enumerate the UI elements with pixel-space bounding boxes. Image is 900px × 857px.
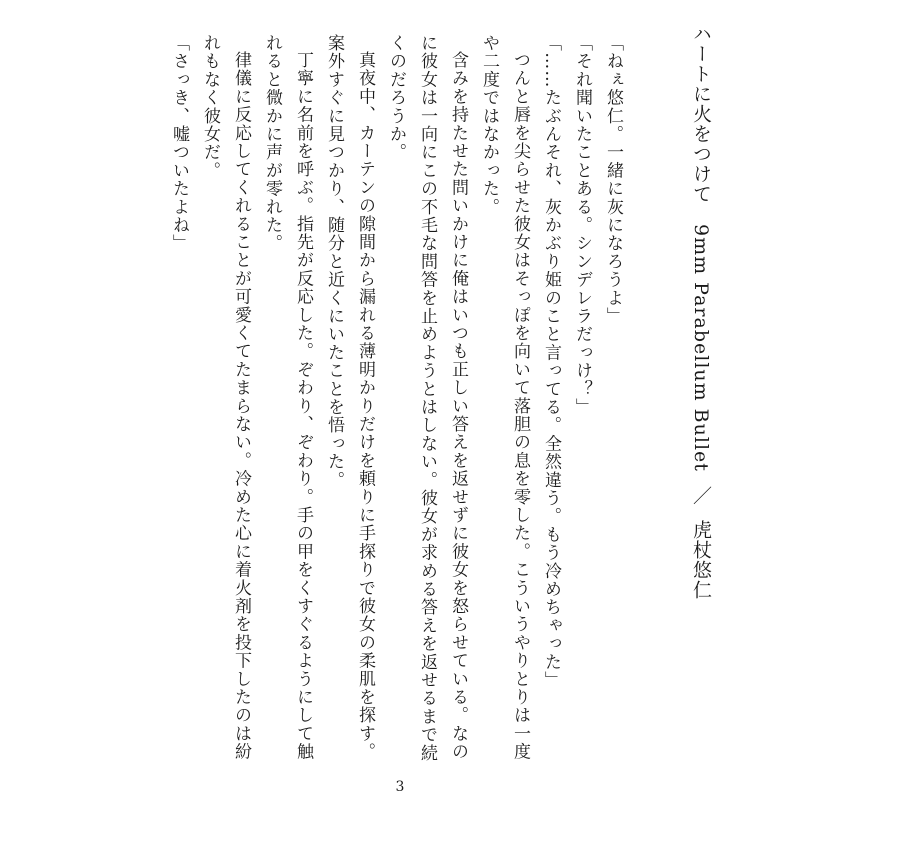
document-author: 虎杖悠仁 bbox=[690, 519, 712, 600]
paragraph: 「……たぶんそれ、灰かぶり姫のこと言ってる。全然違う。もう冷めちゃった」 bbox=[541, 34, 561, 690]
page-number: 3 bbox=[395, 779, 405, 795]
paragraph: 「さっき、嘘ついたよね」 bbox=[169, 34, 189, 253]
paragraph: 丁寧に名前を呼ぶ。指先が反応した。ぞわり、ぞわり。手の甲をくすぐるようにして触れると微かに声が零れた。 bbox=[262, 34, 313, 761]
body-text bbox=[28, 34, 628, 764]
paragraph: 律儀に反応してくれることが可愛くてたまらない。冷めた心に着火剤を投下したのは紛れもなく彼女だ。 bbox=[200, 34, 251, 761]
paragraph: 真夜中、カーテンの隙間から漏れる薄明かりだけを頼りに手探りで彼女の柔肌を探す。案外すぐに見つかり、随分と近くにいたことを悟った。 bbox=[324, 34, 375, 761]
paragraph: 含みを持たせた問いかけに俺はいつも正しい答えを返せずに彼女を怒らせている。なのに彼女は一向にこの不毛な問答を止めようとはしない。彼女が求める答えを返せるまで続くのだろうか。 bbox=[386, 34, 468, 762]
paragraph: 「それ聞いたことある。シンデレラだっけ？」 bbox=[572, 34, 592, 417]
document-title-line bbox=[691, 24, 710, 600]
paragraph: 「ねぇ悠仁。一緒に灰になろうよ」 bbox=[603, 34, 623, 326]
document-title: ハートに火をつけて 9mm Parabellum Bullet bbox=[690, 24, 712, 472]
paragraph: つんと唇を尖らせた彼女はそっぽを向いて落胆の息を零した。こういうやりとりは一度や二度ではなかった。 bbox=[479, 34, 530, 761]
title-separator: ／ bbox=[690, 485, 712, 506]
